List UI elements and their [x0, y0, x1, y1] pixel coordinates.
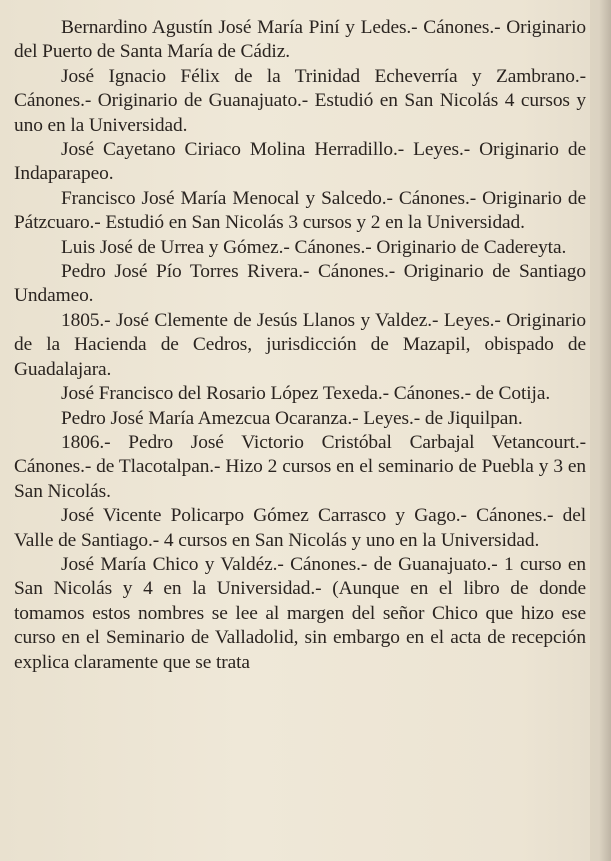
entry-menocal: Francisco José María Menocal y Salcedo.- Cánones.- Originario de Pátzcuaro.- Estudió en San Nicolás 3 cursos y 2 en la Universidad. [14, 187, 586, 234]
entry-chico: José María Chico y Valdéz.- Cánones.- de Guanajuato.- 1 curso en San Nicolás y 4 en la Universidad.- (Aunque en el libro de donde tomamos estos nombres se lee al margen del señor Chico que hizo ese curso en el Seminario de Valladolid, sin embargo en el acta de recepción explica claramente que se trata [14, 553, 586, 673]
entry-echeverria: José Ignacio Félix de la Trinidad Echeverría y Zambrano.- Cánones.- Originario de Guanajuato.- Estudió en San Nicolás 4 cursos y uno en la Universidad. [14, 65, 586, 136]
entry-carbajal: 1806.- Pedro José Victorio Cristóbal Carbajal Vetancourt.- Cánones.- de Tlacotalpan.- Hizo 2 cursos en el seminario de Puebla y 3 en San Nicolás. [14, 431, 586, 502]
page-edge [599, 0, 611, 861]
entry-urrea: Luis José de Urrea y Gómez.- Cánones.- Originario de Cadereyta. [61, 236, 567, 258]
entry-molina: José Cayetano Ciriaco Molina Herradillo.- Leyes.- Originario de Indaparapeo. [14, 139, 586, 185]
entry-llanos: 1805.- José Clemente de Jesús Llanos y Valdez.- Leyes.- Originario de la Hacienda de Cedros, jurisdicción de Mazapil, obispado de Guadalajara. [14, 309, 586, 380]
entry-amezcua: Pedro José María Amezcua Ocaranza.- Leyes.- de Jiquilpan. [61, 407, 523, 429]
entry-lopez: José Francisco del Rosario López Texeda.- Cánones.- de Cotija. [61, 383, 551, 405]
entry-gomez: José Vicente Policarpo Gómez Carrasco y Gago.- Cánones.- del Valle de Santiago.- 4 cursos en San Nicolás y uno en la Universidad. [14, 505, 586, 551]
entry-pini: Bernardino Agustín José María Piní y Ledes.- Cánones.- Originario del Puerto de Santa María de Cádiz. [14, 17, 586, 63]
entry-torres: Pedro José Pío Torres Rivera.- Cánones.- Originario de Santiago Undameo. [14, 261, 586, 307]
text-column [14, 10, 586, 675]
